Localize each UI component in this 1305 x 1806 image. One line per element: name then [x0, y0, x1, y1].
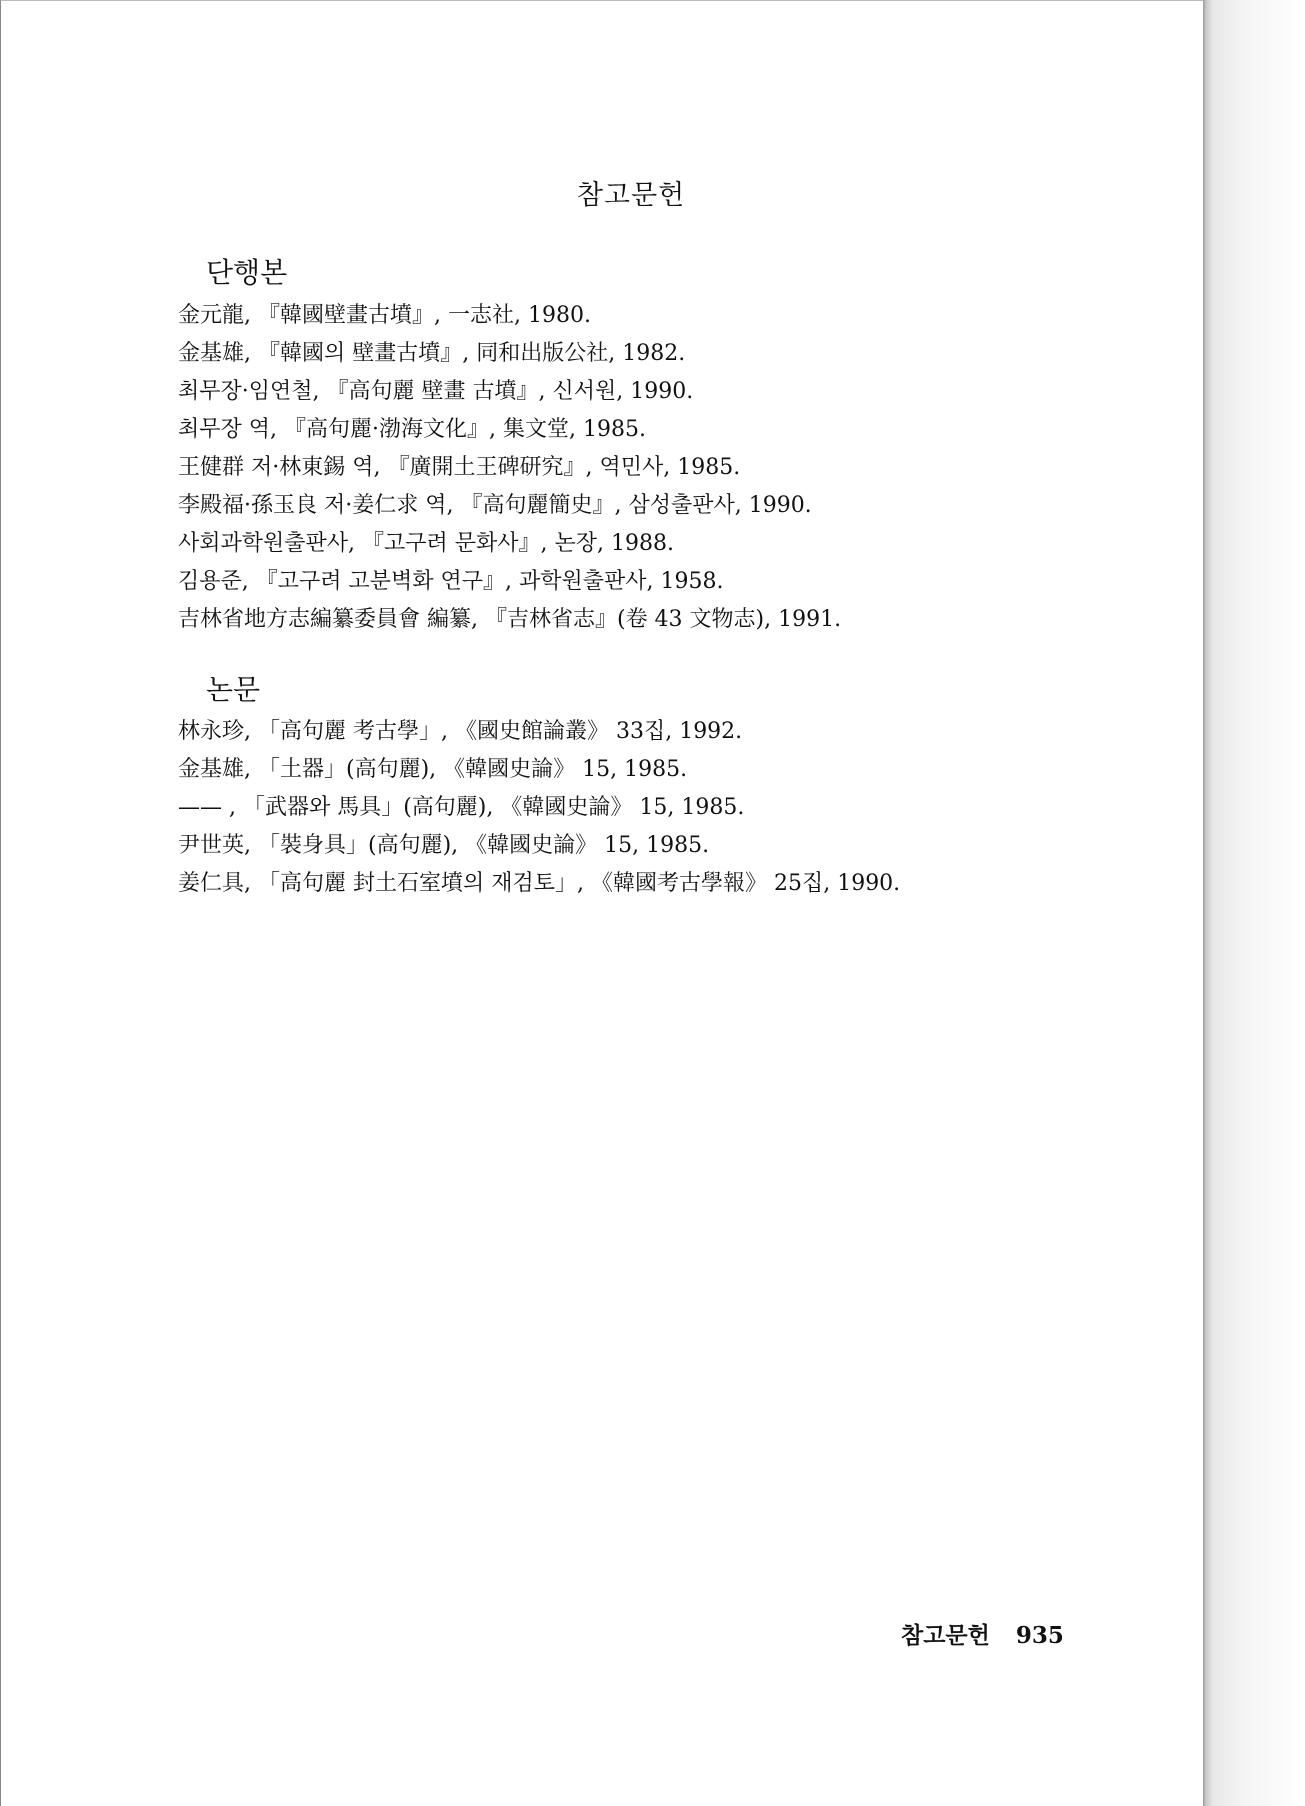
reference-list-papers	[178, 713, 900, 903]
reference-entry: —— , 「武器와 馬具」(高句麗), 《韓國史論》 15, 1985.	[178, 795, 745, 820]
page-number: 935	[1015, 1622, 1064, 1649]
reference-entry: 林永珍, 「高句麗 考古學」, 《國史館論叢》 33집, 1992.	[178, 719, 743, 744]
reference-entry: 姜仁具, 「高句麗 封土石室墳의 재검토」, 《韓國考古學報》 25집, 1990.	[178, 871, 901, 896]
reference-entry: 김용준, 『고구려 고분벽화 연구』, 과학원출판사, 1958.	[178, 569, 724, 594]
section-heading-papers: 논문	[206, 673, 261, 706]
running-footer	[901, 1617, 1064, 1650]
reference-entry: 사회과학원출판사, 『고구려 문화사』, 논장, 1988.	[178, 531, 674, 556]
section-heading-books: 단행본	[206, 256, 288, 289]
reference-entry: 尹世英, 「裝身具」(高句麗), 《韓國史論》 15, 1985.	[178, 833, 710, 858]
reference-entry: 王健群 저·林東錫 역, 『廣開土王碑研究』, 역민사, 1985.	[178, 455, 741, 480]
reference-entry: 金基雄, 「土器」(高句麗), 《韓國史論》 15, 1985.	[178, 757, 688, 782]
page-title: 참고문헌	[576, 180, 686, 211]
reference-entry: 金元龍, 『韓國壁畫古墳』, 一志社, 1980.	[178, 303, 591, 328]
reference-entry: 李殿福·孫玉良 저·姜仁求 역, 『高句麗簡史』, 삼성출판사, 1990.	[178, 493, 812, 518]
viewer-gutter	[1203, 0, 1305, 1806]
footer-running-title: 참고문헌	[901, 1622, 990, 1649]
reference-list-books	[178, 297, 841, 639]
reference-entry: 吉林省地方志編纂委員會 編纂, 『吉林省志』(卷 43 文物志), 1991.	[178, 607, 842, 632]
reference-entry: 최무장 역, 『高句麗·渤海文化』, 集文堂, 1985.	[178, 417, 646, 442]
reference-entry: 최무장·임연철, 『高句麗 壁畫 古墳』, 신서원, 1990.	[178, 379, 694, 404]
reference-entry: 金基雄, 『韓國의 壁畫古墳』, 同和出版公社, 1982.	[178, 341, 686, 366]
